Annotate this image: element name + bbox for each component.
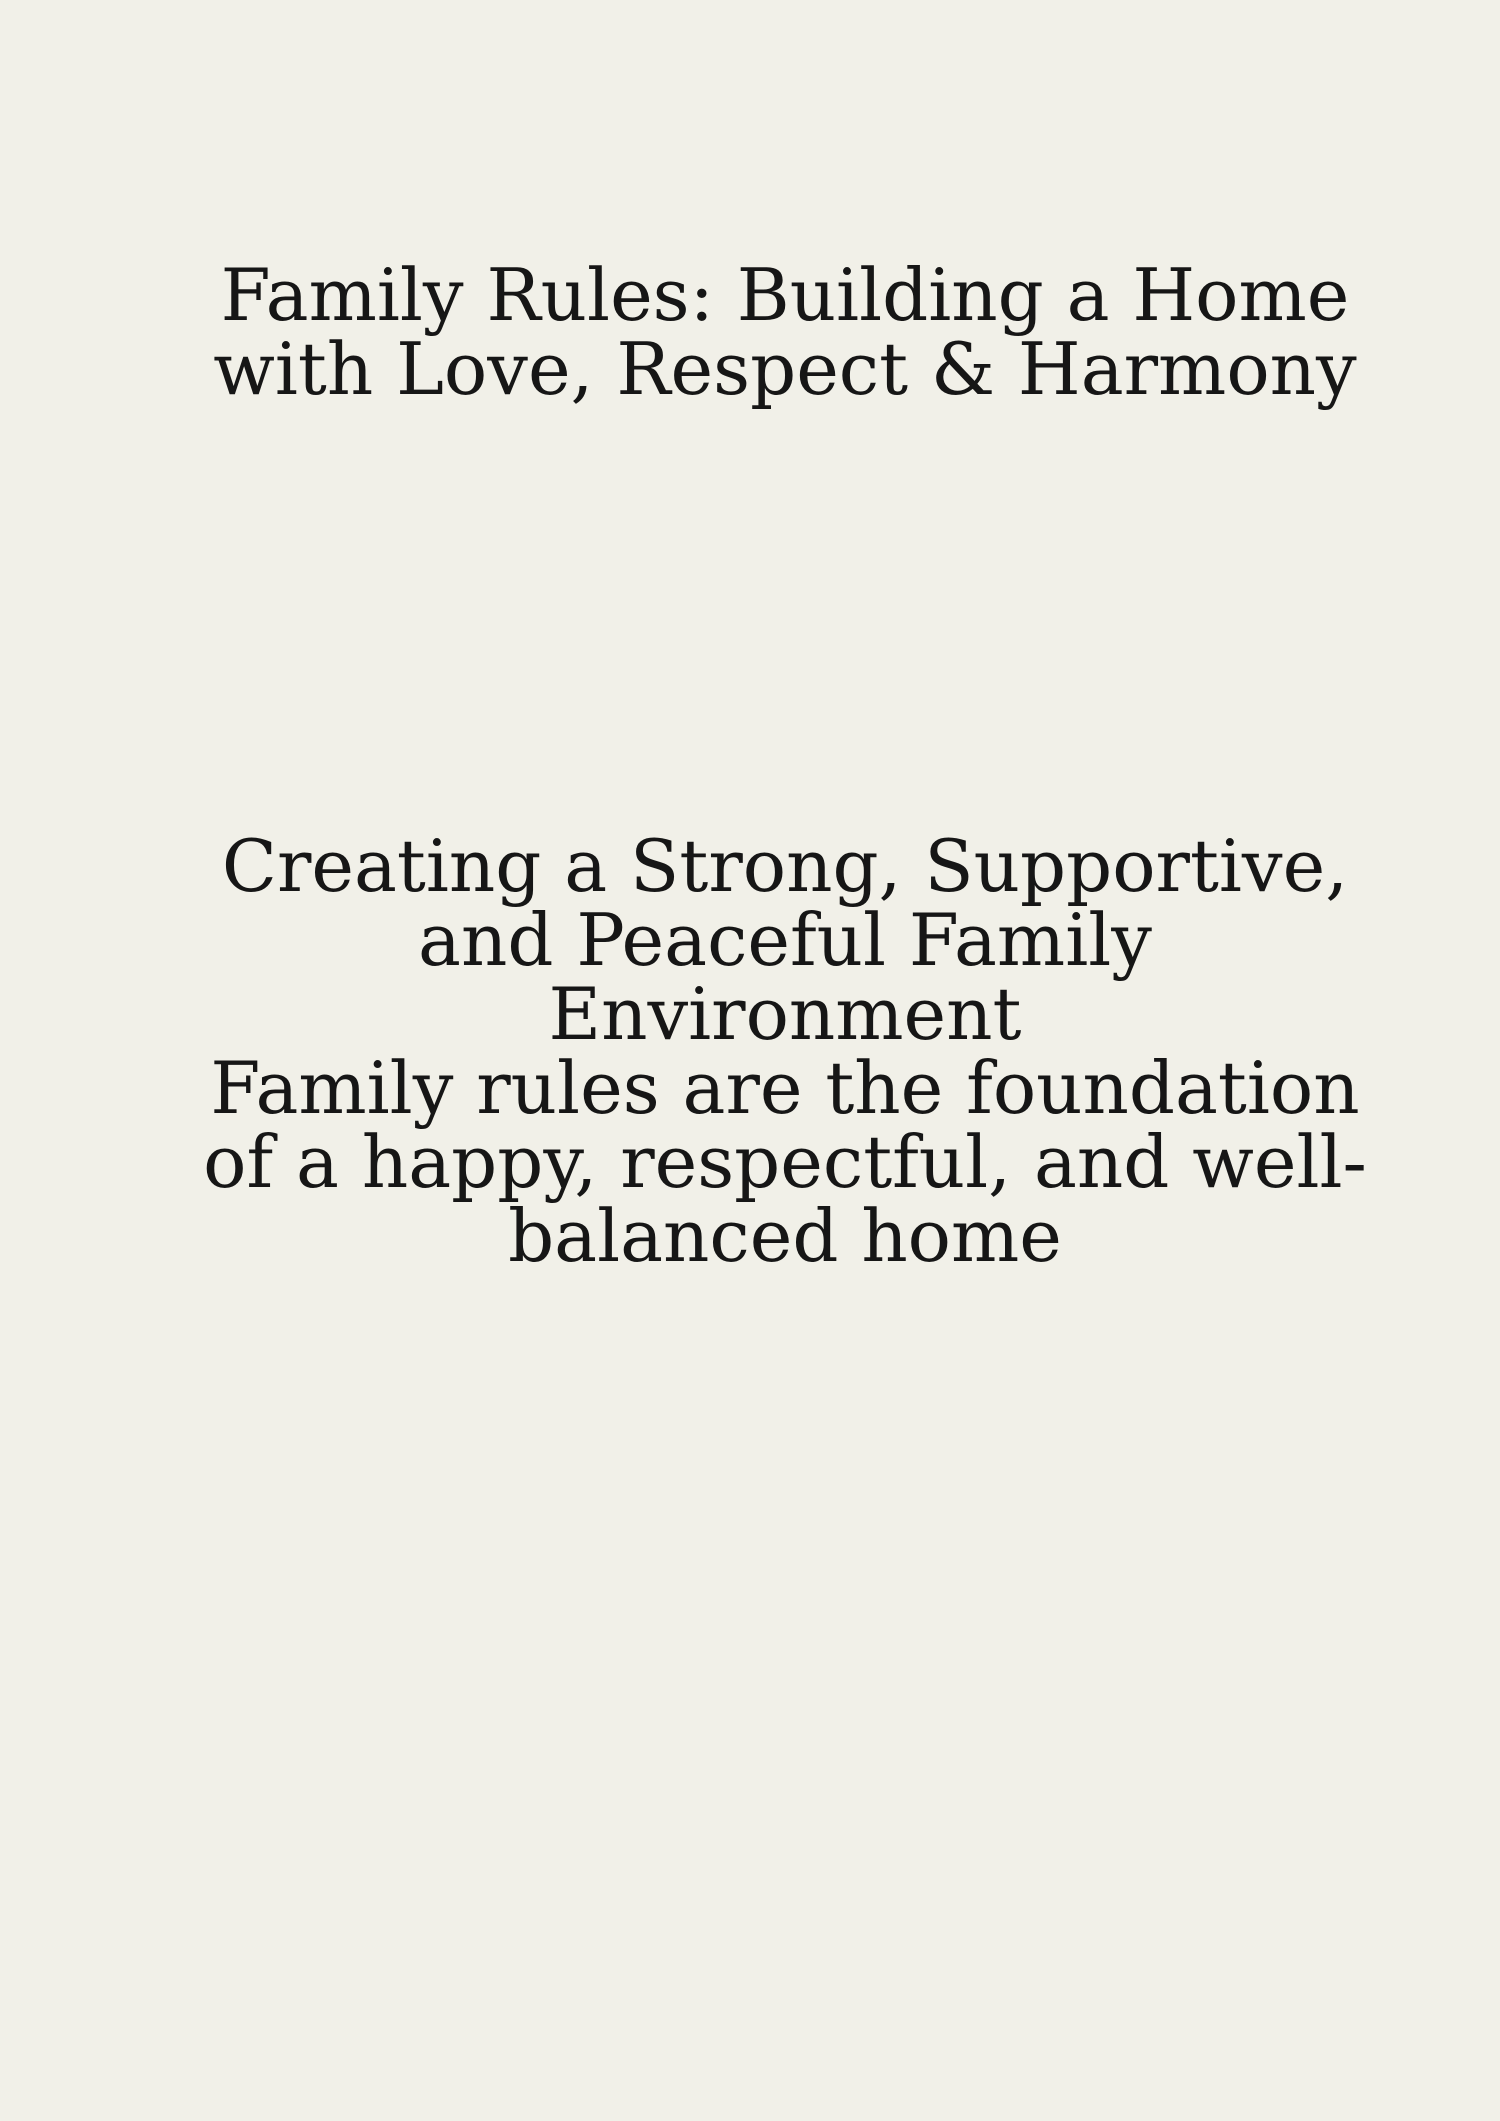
title-line-1: Family Rules: Building a Home <box>220 253 1350 337</box>
document-title <box>200 253 1370 411</box>
subtitle-line-2: and Peaceful Family <box>418 898 1152 982</box>
subtitle-line-4: Family rules are the foundation <box>210 1046 1360 1130</box>
subtitle-line-6: balanced home <box>508 1194 1062 1278</box>
subtitle-line-5: of a happy, respectful, and well- <box>203 1120 1367 1204</box>
subtitle-line-1: Creating a Strong, Supportive, <box>221 824 1349 908</box>
document-subtitle <box>200 824 1370 1278</box>
title-line-2: with Love, Respect & Harmony <box>213 327 1357 411</box>
subtitle-line-3: Environment <box>548 972 1022 1056</box>
